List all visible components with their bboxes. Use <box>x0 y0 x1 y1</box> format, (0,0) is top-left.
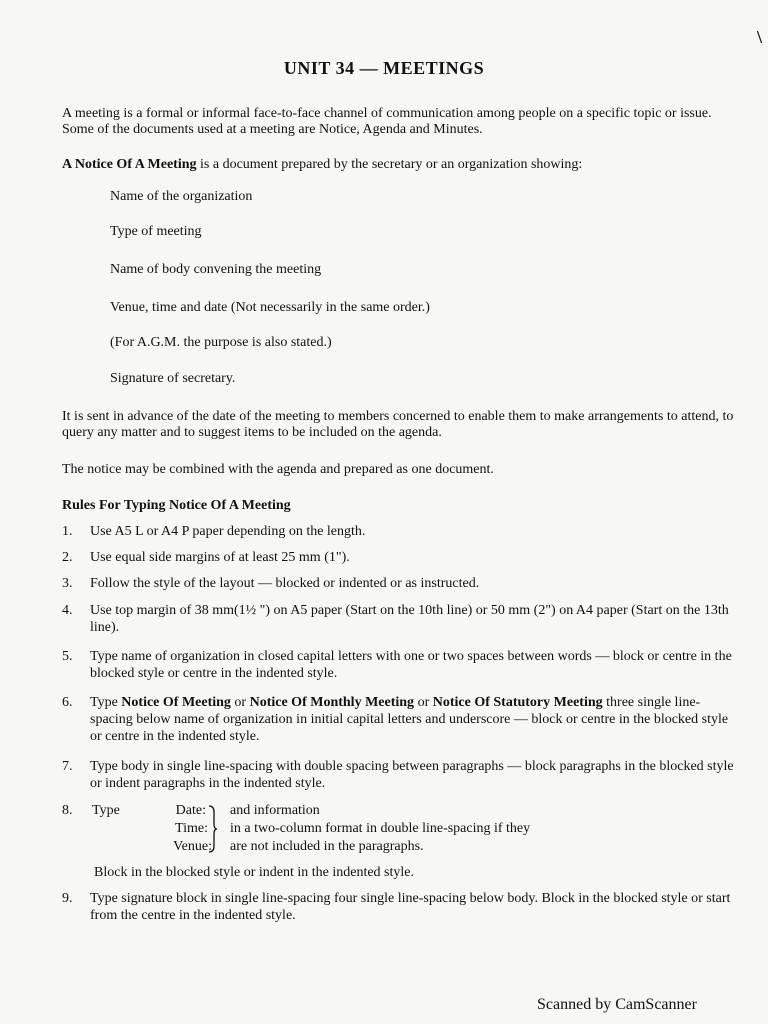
rule-number: 6. <box>62 695 73 710</box>
rule-text-part: or <box>230 695 250 710</box>
rule-text: Use top margin of 38 mm(1½ ") on A5 paper (Start on the 10th line) or 50 mm (2") on A4 paper (Start on the 13th line). <box>90 603 729 635</box>
notice-definition-rest: is a document prepared by the secretary or an organization showing: <box>196 157 583 172</box>
rule-number: 5. <box>62 649 73 664</box>
info-line: and information <box>230 803 320 818</box>
date-label: Date: <box>175 803 206 818</box>
rule-text: Follow the style of the layout — blocked or indented or as instructed. <box>90 576 480 591</box>
field-info <box>230 802 650 856</box>
notice-definition <box>62 157 742 173</box>
rule-text: Type signature block in single line-spacing four single line-spacing below body. Block in the blocked style or start from the centre in the indented style. <box>90 891 731 923</box>
notice-item: Name of the organization <box>110 189 253 204</box>
rule-number: 9. <box>62 891 73 906</box>
rule-bold-term: Notice Of Monthly Meeting <box>249 695 415 710</box>
rule-8-type: Type <box>92 803 120 818</box>
rule-text: Use A5 L or A4 P paper depending on the length. <box>90 524 366 539</box>
rule-bold-term: Notice Of Statutory Meeting <box>432 695 603 710</box>
notice-item: Type of meeting <box>110 224 202 239</box>
rule-text-part: or <box>414 695 433 710</box>
rule-8-follow-text: Block in the blocked style or indent in the indented style. <box>94 865 414 880</box>
rule-number: 1. <box>62 524 73 539</box>
rule-text-part: Type <box>90 695 122 710</box>
notice-definition-term: A Notice Of A Meeting <box>62 157 197 172</box>
page-title: UNIT 34 — MEETINGS <box>283 58 485 78</box>
combined-paragraph: The notice may be combined with the agenda and prepared as one document. <box>62 462 494 477</box>
rule-number: 4. <box>62 603 73 618</box>
rule-number: 7. <box>62 759 73 774</box>
sent-paragraph: It is sent in advance of the date of the meeting to members concerned to enable them to make arrangements to attend, to query any matter and to suggest items to be included on the agenda. <box>62 409 734 440</box>
time-label: Time: <box>175 821 208 836</box>
rules-heading: Rules For Typing Notice Of A Meeting <box>62 498 291 513</box>
notice-item: Name of body convening the meeting <box>110 262 322 277</box>
notice-item: Venue, time and date (Not necessarily in the same order.) <box>110 300 430 315</box>
info-line: are not included in the paragraphs. <box>230 839 424 854</box>
rule-text: Use equal side margins of at least 25 mm (1"). <box>90 550 350 565</box>
rule-number: 2. <box>62 550 73 565</box>
intro-paragraph: A meeting is a formal or informal face-to-face channel of communication among people on a specific topic or issue. Some of the documents used at a meeting are Notice, Agenda and Minutes. <box>62 106 712 137</box>
rule-text: Type name of organization in closed capital letters with one or two spaces between words — block or centre in the blocked style or centre in the indented style. <box>90 649 732 681</box>
venue-label: Venue: <box>173 839 212 854</box>
rule-bold-term: Notice Of Meeting <box>121 695 231 710</box>
rule-text <box>90 694 742 745</box>
corner-mark: \ <box>757 27 763 47</box>
rule-text: Type body in single line-spacing with double spacing between paragraphs — block paragraphs in the blocked style or indent paragraphs in the indented style. <box>90 759 734 791</box>
rule-number: 8. <box>62 803 73 818</box>
rule-number: 3. <box>62 576 73 591</box>
scanner-watermark: Scanned by CamScanner <box>537 996 697 1013</box>
notice-item: Signature of secretary. <box>110 371 236 386</box>
notice-item: (For A.G.M. the purpose is also stated.) <box>110 335 332 350</box>
brace-icon <box>208 804 218 854</box>
rule-text-part: three single line-spacing below name of organization in initial capital letters and underscore — block or centre in the blocked style or centre in the indented style. <box>90 695 729 744</box>
info-line: in a two-column format in double line-spacing if they <box>230 821 531 836</box>
